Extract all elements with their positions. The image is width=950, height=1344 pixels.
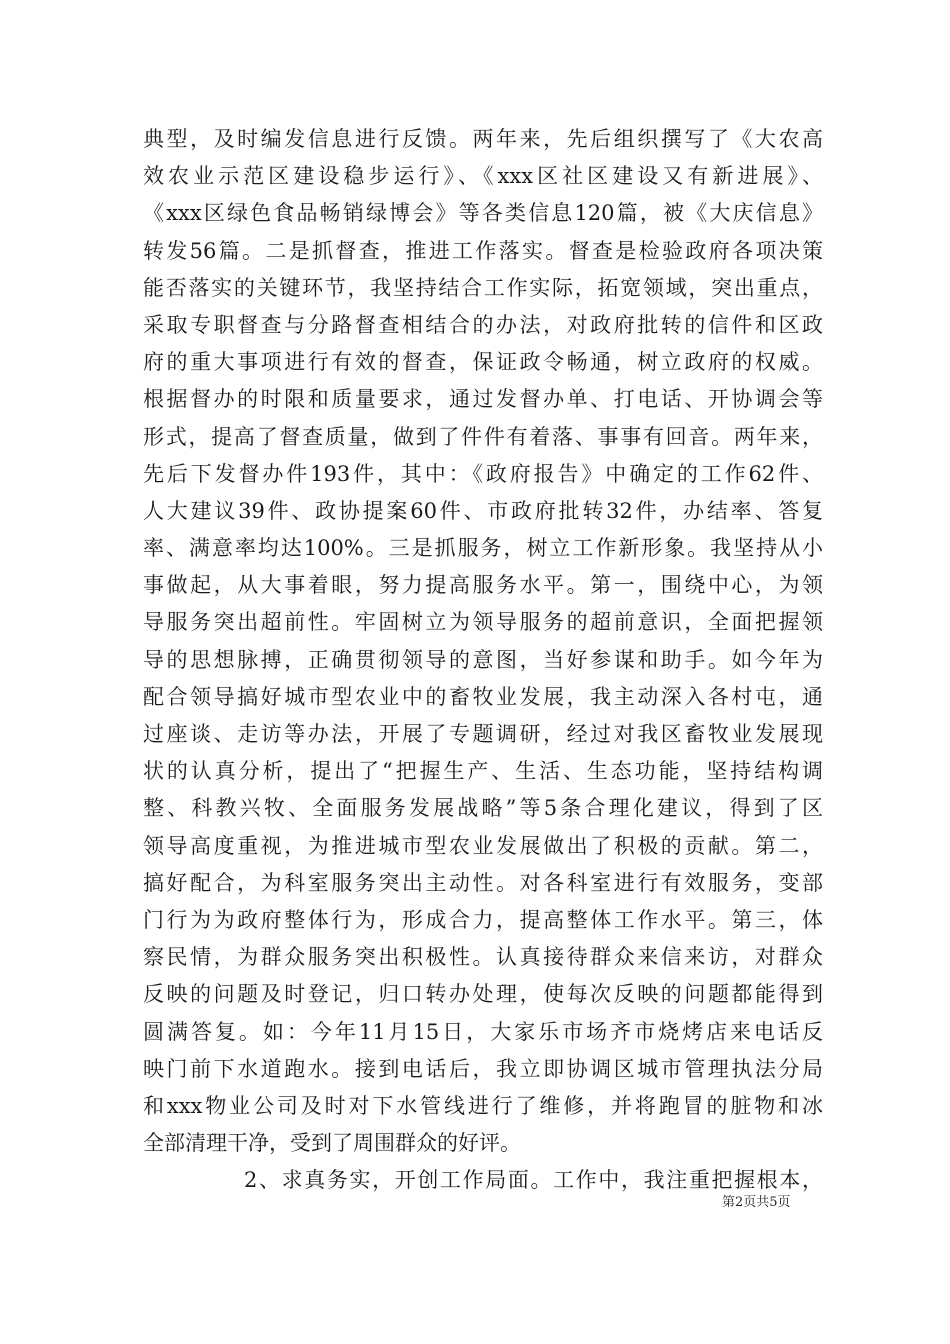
text-line: 效农业示范区建设稳步运行》、《xxx区社区建设又有新进展》、 [143, 164, 823, 189]
text-line: 人大建议39件、政协提案60件、市政府批转32件，办结率、答复 [143, 498, 823, 523]
text-line: 整、科教兴牧、全面服务发展战略”等5条合理化建议，得到了区 [143, 796, 823, 821]
text-line: 《xxx区绿色食品畅销绿博会》等各类信息120篇，被《大庆信息》 [143, 201, 823, 226]
text-line: 全部清理干净，受到了周围群众的好评。 [143, 1131, 521, 1156]
body-text [143, 121, 823, 1199]
text-line: 导的思想脉搏，正确贯彻领导的意图，当好参谋和助手。如今年为 [143, 647, 823, 672]
text-line: 和xxx物业公司及时对下水管线进行了维修，并将跑冒的脏物和冰 [143, 1093, 823, 1118]
text-line: 配合领导搞好城市型农业中的畜牧业发展，我主动深入各村屯，通 [143, 684, 823, 709]
text-line: 状的认真分析，提出了“把握生产、生活、生态功能，坚持结构调 [143, 759, 823, 784]
text-line: 察民情，为群众服务突出积极性。认真接待群众来信来访，对群众 [143, 945, 823, 970]
text-line: 能否落实的关键环节，我坚持结合工作实际，拓宽领域，突出重点， [143, 275, 823, 300]
text-line: 形式，提高了督查质量，做到了件件有着落、事事有回音。两年来， [143, 424, 823, 449]
paragraph-start-line: 2、求真务实，开创工作局面。工作中，我注重把握根本， [244, 1168, 823, 1193]
text-line: 采取专职督查与分路督查相结合的办法，对政府批转的信件和区政 [143, 312, 823, 337]
text-line: 领导高度重视，为推进城市型农业发展做出了积极的贡献。第二， [143, 833, 823, 858]
text-line: 导服务突出超前性。牢固树立为领导服务的超前意识，全面把握领 [143, 610, 823, 635]
text-line: 府的重大事项进行有效的督查，保证政令畅通，树立政府的权威。 [143, 350, 823, 375]
text-line: 先后下发督办件193件，其中：《政府报告》中确定的工作62件、 [143, 461, 823, 486]
text-line: 根据督办的时限和质量要求，通过发督办单、打电话、开协调会等 [143, 387, 823, 412]
text-line: 反映的问题及时登记，归口转办处理，使每次反映的问题都能得到 [143, 982, 823, 1007]
text-line: 事做起，从大事着眼，努力提高服务水平。第一，围绕中心，为领 [143, 573, 823, 598]
text-line: 过座谈、走访等办法，开展了专题调研，经过对我区畜牧业发展现 [143, 722, 823, 746]
text-line: 典型，及时编发信息进行反馈。两年来，先后组织撰写了《大农高 [143, 127, 823, 151]
page-number-footer: 第2页共5页 [722, 1195, 791, 1210]
text-line: 转发56篇。二是抓督查，推进工作落实。督查是检验政府各项决策 [143, 238, 823, 263]
text-line: 门行为为政府整体行为，形成合力，提高整体工作水平。第三，体 [143, 907, 823, 932]
text-line: 圆满答复。如：今年11月15日，大家乐市场齐市烧烤店来电话反 [143, 1019, 823, 1044]
text-line: 映门前下水道跑水。接到电话后，我立即协调区城市管理执法分局 [143, 1056, 823, 1081]
text-line: 率、满意率均达100%。三是抓服务，树立工作新形象。我坚持从小 [143, 536, 823, 561]
text-line: 搞好配合，为科室服务突出主动性。对各科室进行有效服务，变部 [143, 870, 823, 895]
